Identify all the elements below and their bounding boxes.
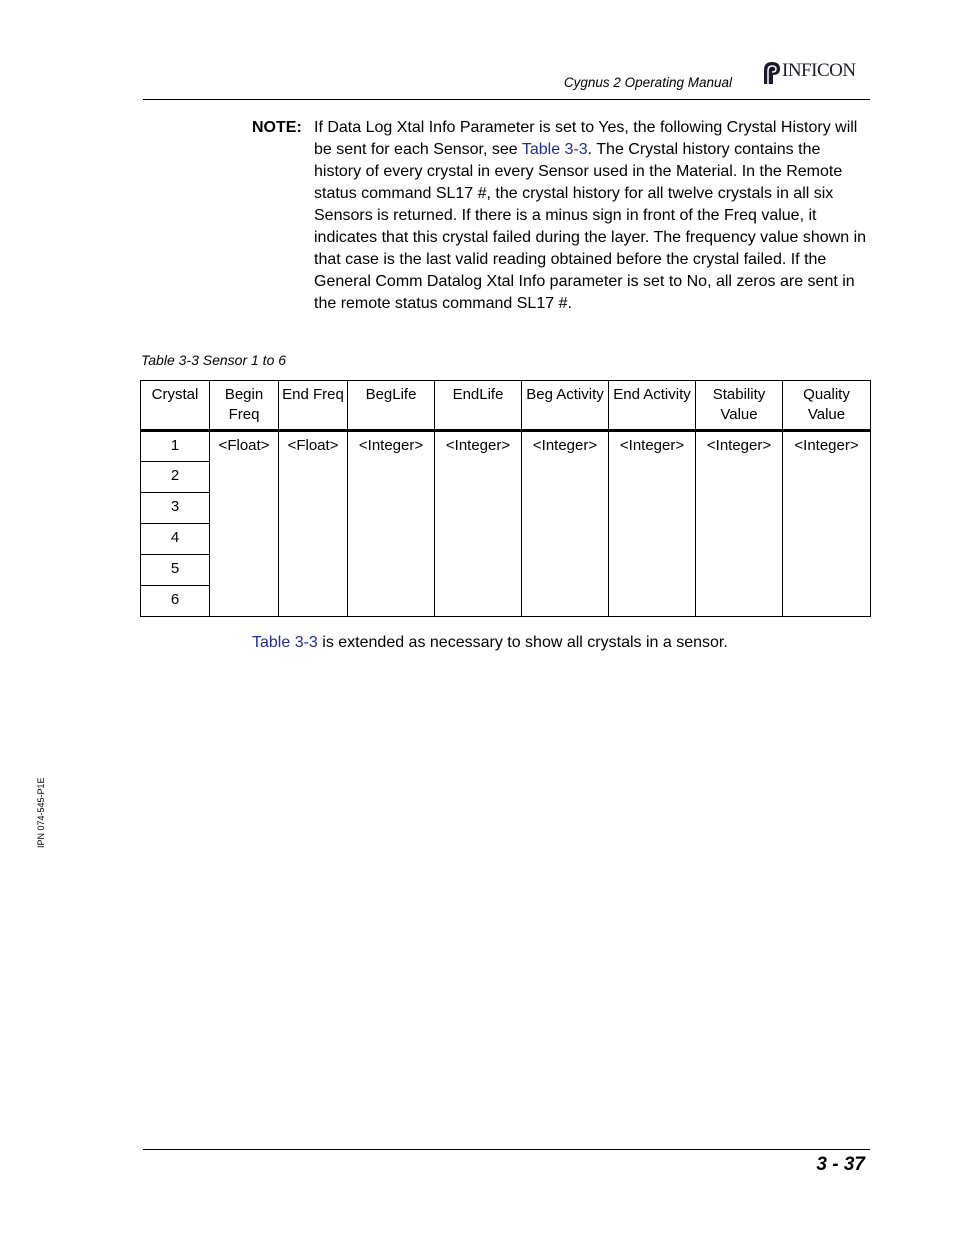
header-end-freq: End Freq [279,381,348,431]
crystal-number: 5 [141,555,210,586]
table-header-row [141,381,871,431]
crystal-number: 2 [141,462,210,493]
note-body [314,117,870,315]
header-beglife: BegLife [348,381,435,431]
running-header-title: Cygnus 2 Operating Manual [563,75,732,90]
header-end-activity: End Activity [609,381,696,431]
type-end-freq: <Float> [279,431,348,617]
note-text-end: . The Crystal history contains the history of every crystal in every Sensor used in the Material. In the Remote status command SL17 #, the crystal history for all twelve crystals in all six Sensors is returned. If there is a minus sign in front of the Freq value, it indicates that this crystal failed during the layer. The frequency value shown in that case is the last valid reading obtained before the crystal failed. If the General Comm Datalog Xtal Info parameter is set to No, all zeros are sent in the remote status command SL17 #. [314,141,867,312]
crystal-number: 6 [141,586,210,617]
type-quality-value: <Integer> [783,431,871,617]
crystal-number: 3 [141,493,210,524]
table-footnote [252,632,728,654]
logo-mark-icon [760,60,782,86]
type-beglife: <Integer> [348,431,435,617]
note-text-start: If Data Log Xtal Info Parameter is set to Yes, the following Crystal History will be sent for each Sensor, see [314,119,858,158]
table-row [141,431,871,462]
inficon-logo [760,58,875,86]
document-id: IPN 074-545-P1E [36,777,46,848]
table-3-3-link[interactable]: Table 3-3 [521,141,588,158]
header-beg-activity: Beg Activity [522,381,609,431]
footer-rule [143,1149,870,1150]
type-beg-activity: <Integer> [522,431,609,617]
header-crystal: Crystal [141,381,210,431]
header-rule [143,99,870,100]
header-begin-freq: Begin Freq [210,381,279,431]
header-quality-value: Quality Value [783,381,871,431]
page-number: 3 - 37 [816,1154,865,1175]
note-label: NOTE: [252,119,302,136]
type-begin-freq: <Float> [210,431,279,617]
logo-text: INFICON [782,60,856,81]
table-3-3-link[interactable]: Table 3-3 [252,634,318,651]
footnote-text: is extended as necessary to show all crystals in a sensor. [317,634,728,651]
type-endlife: <Integer> [435,431,522,617]
table-caption: Table 3-3 Sensor 1 to 6 [141,352,287,368]
header-endlife: EndLife [435,381,522,431]
type-end-activity: <Integer> [609,431,696,617]
crystal-history-table [140,380,871,617]
crystal-number: 4 [141,524,210,555]
header-stability-value: Stability Value [696,381,783,431]
crystal-number: 1 [141,431,210,462]
type-stability-value: <Integer> [696,431,783,617]
